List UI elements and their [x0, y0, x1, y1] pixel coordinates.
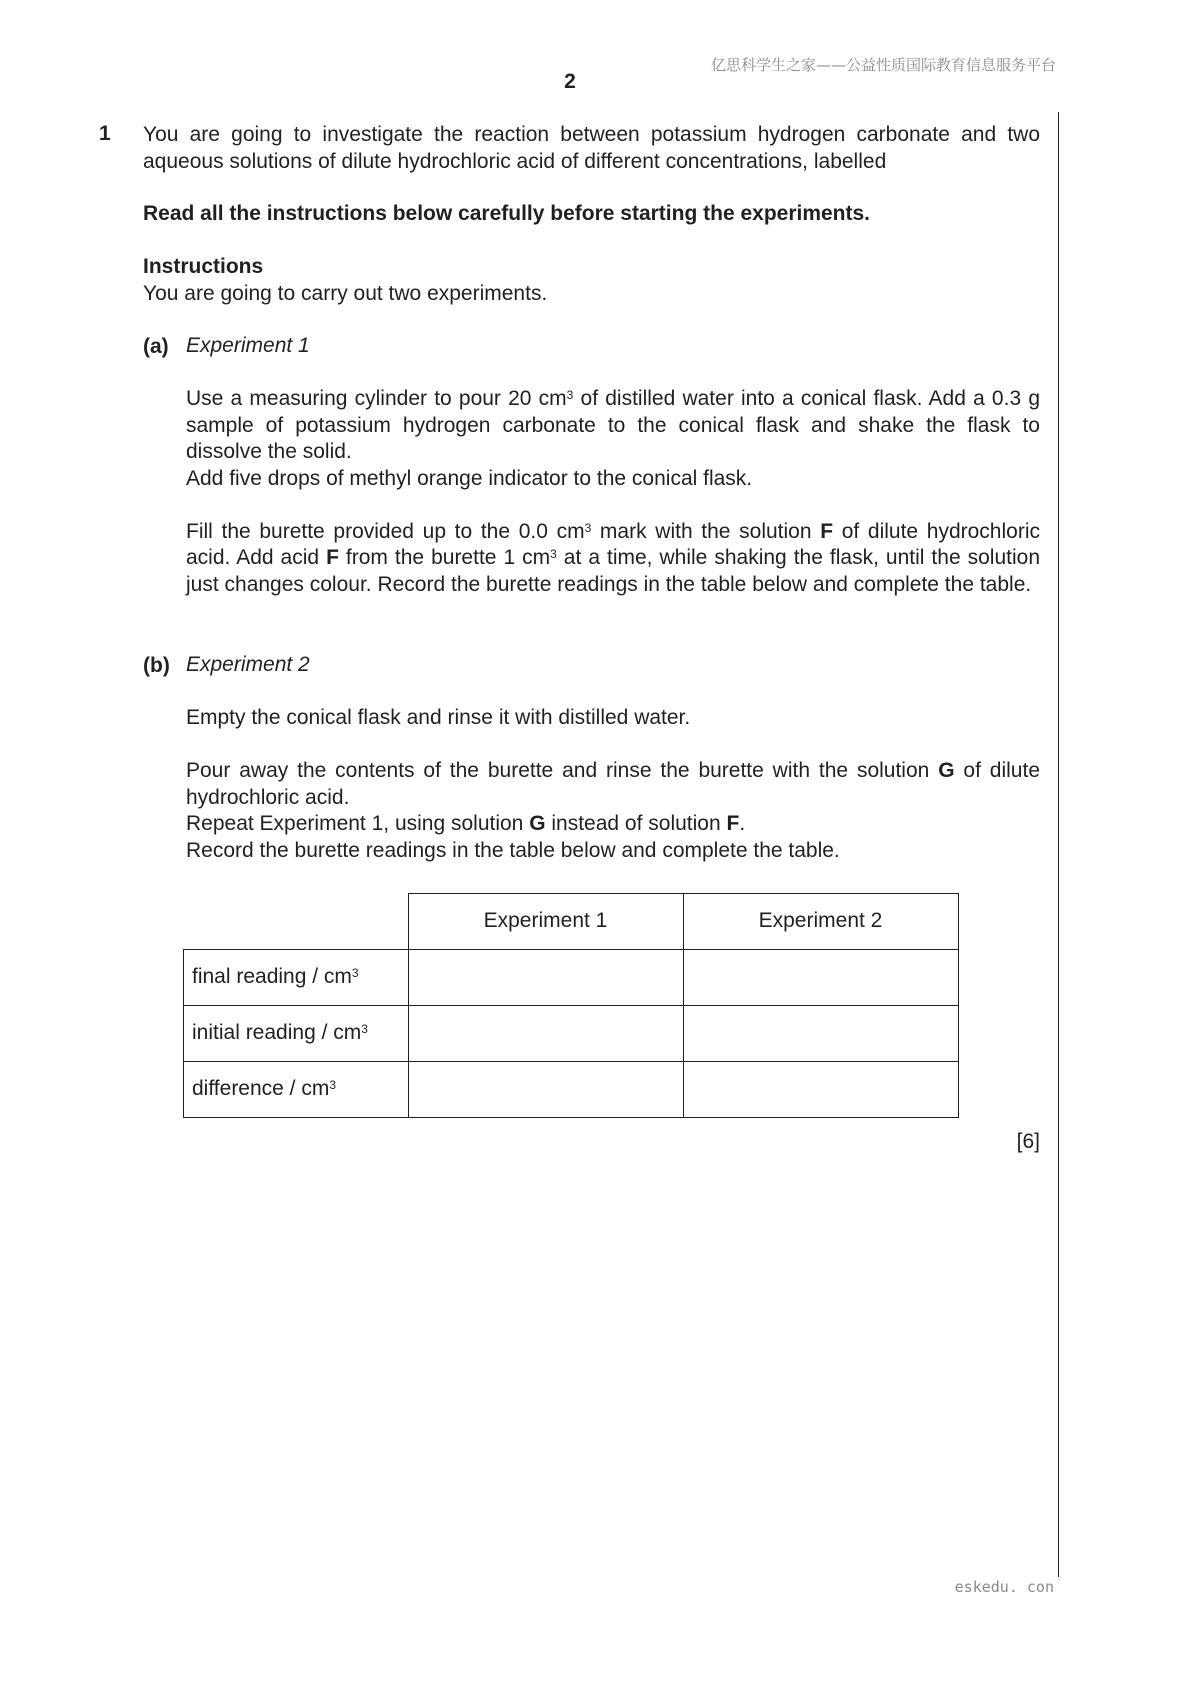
final-reading-exp1-cell[interactable] — [408, 949, 683, 1005]
row-label-final-reading: final reading / $cm^3$ — [184, 949, 409, 1005]
difference-exp2-cell[interactable] — [683, 1061, 958, 1117]
question-number: 1 — [99, 122, 111, 145]
part-a-paragraph-2: Add five drops of methyl orange indicator to the conical flask. — [186, 466, 753, 490]
initial-reading-exp2-cell[interactable] — [683, 1005, 958, 1061]
part-a-body — [186, 386, 1040, 598]
header-experiment-2: Experiment 2 — [683, 894, 958, 950]
final-reading-exp2-cell[interactable] — [683, 949, 958, 1005]
table-row — [184, 1061, 959, 1117]
part-a-paragraph-1: Use a measuring cylinder to pour 20 $cm^3$ of distilled water into a conical flask. Add a 0.3 g sample of potassium hydrogen carbonate to the conical flask and shake the flask to dissolve the solid. — [186, 387, 1040, 463]
difference-exp1-cell[interactable] — [408, 1061, 683, 1117]
read-instruction: Read all the instructions below carefully before starting the experiments. — [143, 202, 871, 225]
table-row — [184, 949, 959, 1005]
marks-allocation: [6] — [1016, 1130, 1040, 1153]
footer-text: eskedu. con — [954, 1578, 1054, 1596]
row-label-difference: difference / $cm^3$ — [184, 1061, 409, 1117]
header-experiment-1: Experiment 1 — [408, 894, 683, 950]
table-header-row — [184, 894, 959, 950]
part-b-paragraph-1: Empty the conical flask and rinse it with distilled water. — [186, 706, 691, 729]
intro-text: You are going to investigate the reaction between potassium hydrogen carbonate and two aqueous solutions of dilute hydrochloric acid of different concentrations, labelled — [143, 123, 1040, 173]
table-row — [184, 1005, 959, 1061]
part-b-paragraph-4: Record the burette readings in the table below and complete the table. — [186, 838, 840, 862]
part-a-title: Experiment 1 — [186, 334, 310, 357]
question-intro — [143, 122, 1040, 175]
initial-reading-exp1-cell[interactable] — [408, 1005, 683, 1061]
instructions-heading: Instructions — [143, 255, 264, 278]
part-b-paragraph-2: Pour away the contents of the burette and rinse the burette with the solution G of dilute hydrochloric acid. — [186, 759, 1040, 809]
part-b-title: Experiment 2 — [186, 653, 310, 676]
part-b-body — [186, 705, 1040, 864]
row-label-initial-reading: initial reading / $cm^3$ — [184, 1005, 409, 1061]
instructions-section — [143, 254, 1040, 307]
part-a-paragraph-3: Fill the burette provided up to the 0.0 $cm^3$ mark with the solution F of dilute hydrochloric acid. Add acid F from the burette 1 $cm^3$ at a time, while shaking the flask, until the solution just changes colour. Record the burette readings in the table below and complete the table. — [186, 519, 1040, 596]
part-b-paragraph-3: Repeat Experiment 1, using solution G instead of solution F. — [186, 812, 746, 835]
instructions-text: You are going to carry out two experiments. — [143, 281, 548, 305]
table-corner — [184, 894, 409, 950]
margin-line — [1058, 112, 1059, 1577]
watermark-text: 亿思科学生之家——公益性质国际教育信息服务平台 — [710, 56, 1056, 74]
part-a-label: (a) — [143, 335, 169, 358]
part-b-label: (b) — [143, 654, 170, 677]
page-number: 2 — [564, 70, 576, 93]
results-table — [183, 893, 959, 1118]
